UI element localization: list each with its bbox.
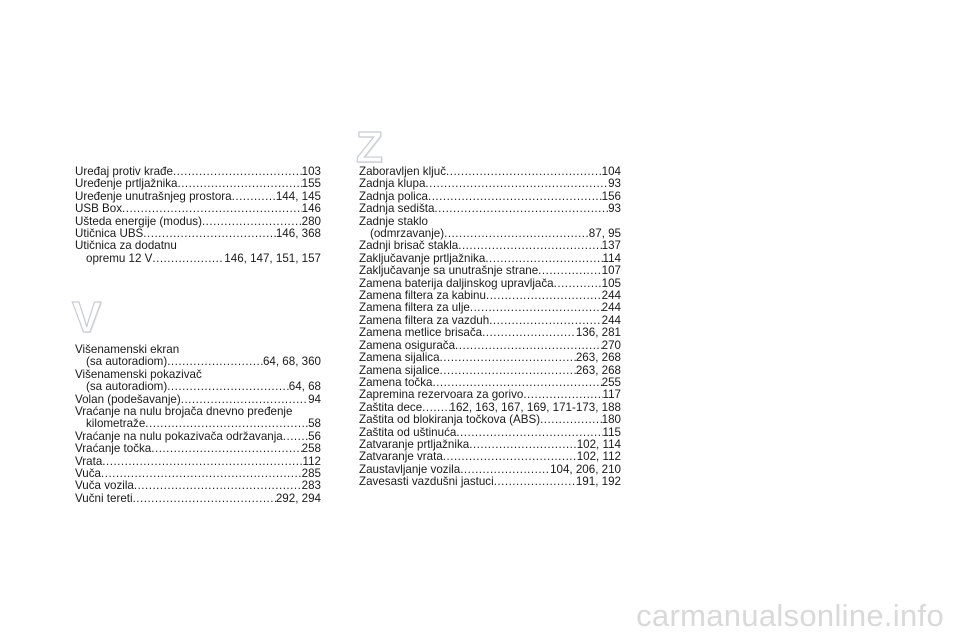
page-numbers: 280 (301, 214, 321, 228)
page-numbers: 137 (601, 239, 621, 253)
page-numbers: 244 (601, 289, 621, 303)
index-term: Višenamenski ekran (75, 343, 180, 356)
dot-leader (167, 381, 289, 393)
index-term: Zapremina rezervoara za gorivo (359, 388, 524, 402)
index-term: Vučni tereti (75, 491, 133, 505)
page-numbers: 104 (601, 165, 621, 178)
dot-leader (469, 439, 577, 451)
index-entry-line (359, 389, 621, 401)
dot-leader (152, 253, 224, 265)
page-numbers: 103 (301, 165, 321, 178)
index-entry-line (359, 240, 621, 252)
dot-leader (134, 480, 302, 492)
index-entry (75, 493, 321, 505)
dot-leader (486, 290, 602, 302)
index-entry-line (359, 352, 621, 364)
page-numbers: 146, 368 (275, 227, 321, 241)
dot-leader (482, 327, 576, 339)
index-entry-line (75, 203, 321, 215)
section-letter-v: V (72, 293, 102, 342)
index-term: Vraćanje točka (75, 442, 152, 456)
index-entry (359, 451, 621, 463)
dot-leader (151, 443, 301, 455)
index-entry (359, 265, 621, 277)
section-letter-z: Z (356, 123, 383, 172)
index-term: opremu 12 V (86, 251, 153, 265)
index-entry (75, 456, 321, 468)
index-term: Zaštita od blokiranja točkova (ABS) (359, 413, 541, 427)
dot-leader (443, 451, 577, 463)
dot-leader (122, 203, 302, 215)
watermark: carmanualsonline.info (636, 598, 944, 633)
dot-leader (446, 166, 602, 178)
index-term: Utičnica za dodatnu (75, 239, 177, 253)
index-term: Zatvaranje vrata (359, 450, 443, 464)
index-entry-line (75, 178, 321, 190)
index-term: Zadnji brisač stakla (359, 239, 459, 253)
index-term: Zavesasti vazdušni jastuci (359, 475, 494, 489)
page-numbers: 283 (301, 479, 321, 493)
index-term: Zadnja sedišta (359, 202, 435, 216)
index-entry-line (359, 302, 621, 314)
dot-leader (523, 389, 602, 401)
index-term: USB Box (75, 202, 123, 216)
page-numbers: 87, 95 (588, 227, 621, 241)
index-term: Uređenje prtljažnika (75, 177, 178, 191)
page-numbers: 102, 114 (576, 437, 621, 451)
index-entry (75, 443, 321, 455)
index-term: Zaboravljen ključ (359, 165, 446, 178)
index-entry-line (359, 327, 621, 339)
index-term: (sa autoradiom) (86, 380, 168, 394)
page-numbers: 270 (601, 338, 621, 352)
page-numbers: 58 (308, 417, 321, 431)
index-entry-line (75, 443, 321, 455)
index-entry-line (75, 381, 321, 393)
index-entry (359, 178, 621, 190)
page-numbers: 64, 68, 360 (262, 355, 321, 369)
index-entry (75, 178, 321, 190)
index-term: Vraćanje na nulu pokazivača održavanja (75, 429, 283, 443)
index-term: Zamena metlice brisača (359, 326, 483, 340)
index-entry (75, 344, 321, 369)
index-column-u (75, 166, 321, 265)
page-numbers: 244 (601, 313, 621, 327)
index-term: Vrata (75, 454, 103, 468)
index-term: Zaustavljanje vozila (359, 462, 461, 476)
index-entry-line (359, 451, 621, 463)
index-term: Zaključavanje prtljažnika (359, 251, 486, 265)
index-entry (75, 369, 321, 394)
page-numbers: 180 (601, 413, 621, 427)
page-numbers: 263, 268 (575, 351, 621, 365)
page-numbers: 146, 147, 151, 157 (224, 251, 321, 265)
dot-leader (458, 240, 601, 252)
index-term: Zamena točka (359, 375, 433, 389)
dot-leader (145, 418, 308, 430)
index-term: Zamena sijalice (359, 363, 440, 377)
dot-leader (540, 414, 602, 426)
page-numbers: 263, 268 (575, 363, 621, 377)
index-term: Vuča (75, 467, 101, 481)
dot-leader (102, 456, 302, 468)
index-term: Uređaj protiv krađe (75, 165, 173, 178)
dot-leader (440, 365, 576, 377)
index-term: Zaštita dece (359, 400, 423, 414)
index-term: Vraćanje na nulu brojača dnevno pređenje (75, 405, 293, 419)
page-numbers: 114 (602, 251, 621, 265)
dot-leader (173, 166, 302, 178)
page-numbers: 255 (601, 375, 621, 389)
index-entry (359, 476, 621, 488)
page-numbers: 93 (608, 202, 621, 216)
dot-leader (444, 228, 589, 240)
page-numbers: 93 (608, 177, 621, 191)
dot-leader (232, 191, 276, 203)
page-numbers: 258 (301, 442, 321, 456)
index-entry (359, 414, 621, 426)
index-entry-line (75, 240, 321, 252)
dot-leader (470, 302, 602, 314)
index-term: (sa autoradiom) (86, 355, 168, 369)
index-entry-line (75, 418, 321, 430)
page-numbers: 162, 163, 167, 169, 171-173, 188 (449, 400, 621, 414)
page-numbers: 115 (602, 425, 621, 439)
index-entry (359, 240, 621, 252)
index-entry-line (75, 480, 321, 492)
page-numbers: 136, 281 (575, 326, 621, 340)
index-entry (359, 216, 621, 241)
dot-leader (538, 265, 601, 277)
index-term: Zamena filtera za vazduh (359, 313, 490, 327)
page-numbers: 191, 192 (575, 475, 621, 489)
page-numbers: 112 (302, 454, 321, 468)
index-column-v (75, 344, 321, 505)
index-term: Vuča vozila (75, 479, 134, 493)
index-entry (75, 203, 321, 215)
page-numbers: 102, 112 (576, 450, 621, 464)
index-entry-line (75, 456, 321, 468)
page-numbers: 144, 145 (275, 189, 321, 203)
page-numbers: 64, 68 (288, 380, 321, 394)
index-term: kilometraže (86, 417, 146, 431)
page-numbers: 146 (301, 202, 321, 216)
dot-leader (434, 203, 608, 215)
index-column-z (359, 166, 621, 489)
index-entry-line (75, 493, 321, 505)
dot-leader (494, 476, 576, 488)
index-term: Višenamenski pokazivač (75, 367, 202, 381)
dot-leader (425, 178, 608, 190)
index-entry (359, 389, 621, 401)
page-numbers: 292, 294 (275, 491, 321, 505)
page-numbers: 117 (602, 388, 621, 402)
index-term: Ušteda energije (modus) (75, 214, 202, 228)
dot-leader (177, 178, 301, 190)
index-term: Zamena sijalica (359, 351, 440, 365)
page-numbers: 244 (601, 301, 621, 315)
index-entry (75, 240, 321, 265)
index-term: (odmrzavanje) (370, 227, 445, 241)
index-term: Zadnja polica (359, 189, 428, 203)
index-term: Zaštita od uštinuća (359, 425, 457, 439)
index-term: Volan (podešavanje) (75, 392, 181, 406)
page-numbers: 285 (301, 467, 321, 481)
page-numbers: 155 (301, 177, 321, 191)
index-entry (359, 352, 621, 364)
dot-leader (554, 278, 602, 290)
index-entry-line (359, 414, 621, 426)
index-entry (359, 302, 621, 314)
index-term: Utičnica UBS (75, 227, 144, 241)
index-entry-line (359, 476, 621, 488)
page-numbers: 107 (601, 264, 621, 278)
index-term: Uređenje unutrašnjeg prostora (75, 189, 232, 203)
page-numbers: 56 (308, 429, 321, 443)
dot-leader (428, 191, 602, 203)
index-term: Zamena baterija daljinskog upravljača (359, 276, 554, 290)
index-entry (75, 480, 321, 492)
index-term: Zamena filtera za ulje (359, 301, 470, 315)
index-entry-line (75, 253, 321, 265)
index-entry (75, 406, 321, 431)
page-numbers: 105 (601, 276, 621, 290)
index-term: Zamena osigurača (359, 338, 456, 352)
index-entry-line (359, 265, 621, 277)
index-term: Zatvaranje prtljažnika (359, 437, 470, 451)
index-entry (359, 327, 621, 339)
dot-leader (133, 493, 276, 505)
page-numbers: 94 (308, 392, 321, 406)
page-numbers: 156 (601, 189, 621, 203)
index-term: Zaključavanje sa unutrašnje strane (359, 264, 539, 278)
dot-leader (440, 352, 576, 364)
page-numbers: 104, 206, 210 (550, 462, 621, 476)
index-term: Zadnja klupa (359, 177, 426, 191)
index-entry-line (359, 178, 621, 190)
index-term: Zamena filtera za kabinu (359, 289, 486, 303)
index-term: Zadnje staklo (359, 214, 428, 228)
